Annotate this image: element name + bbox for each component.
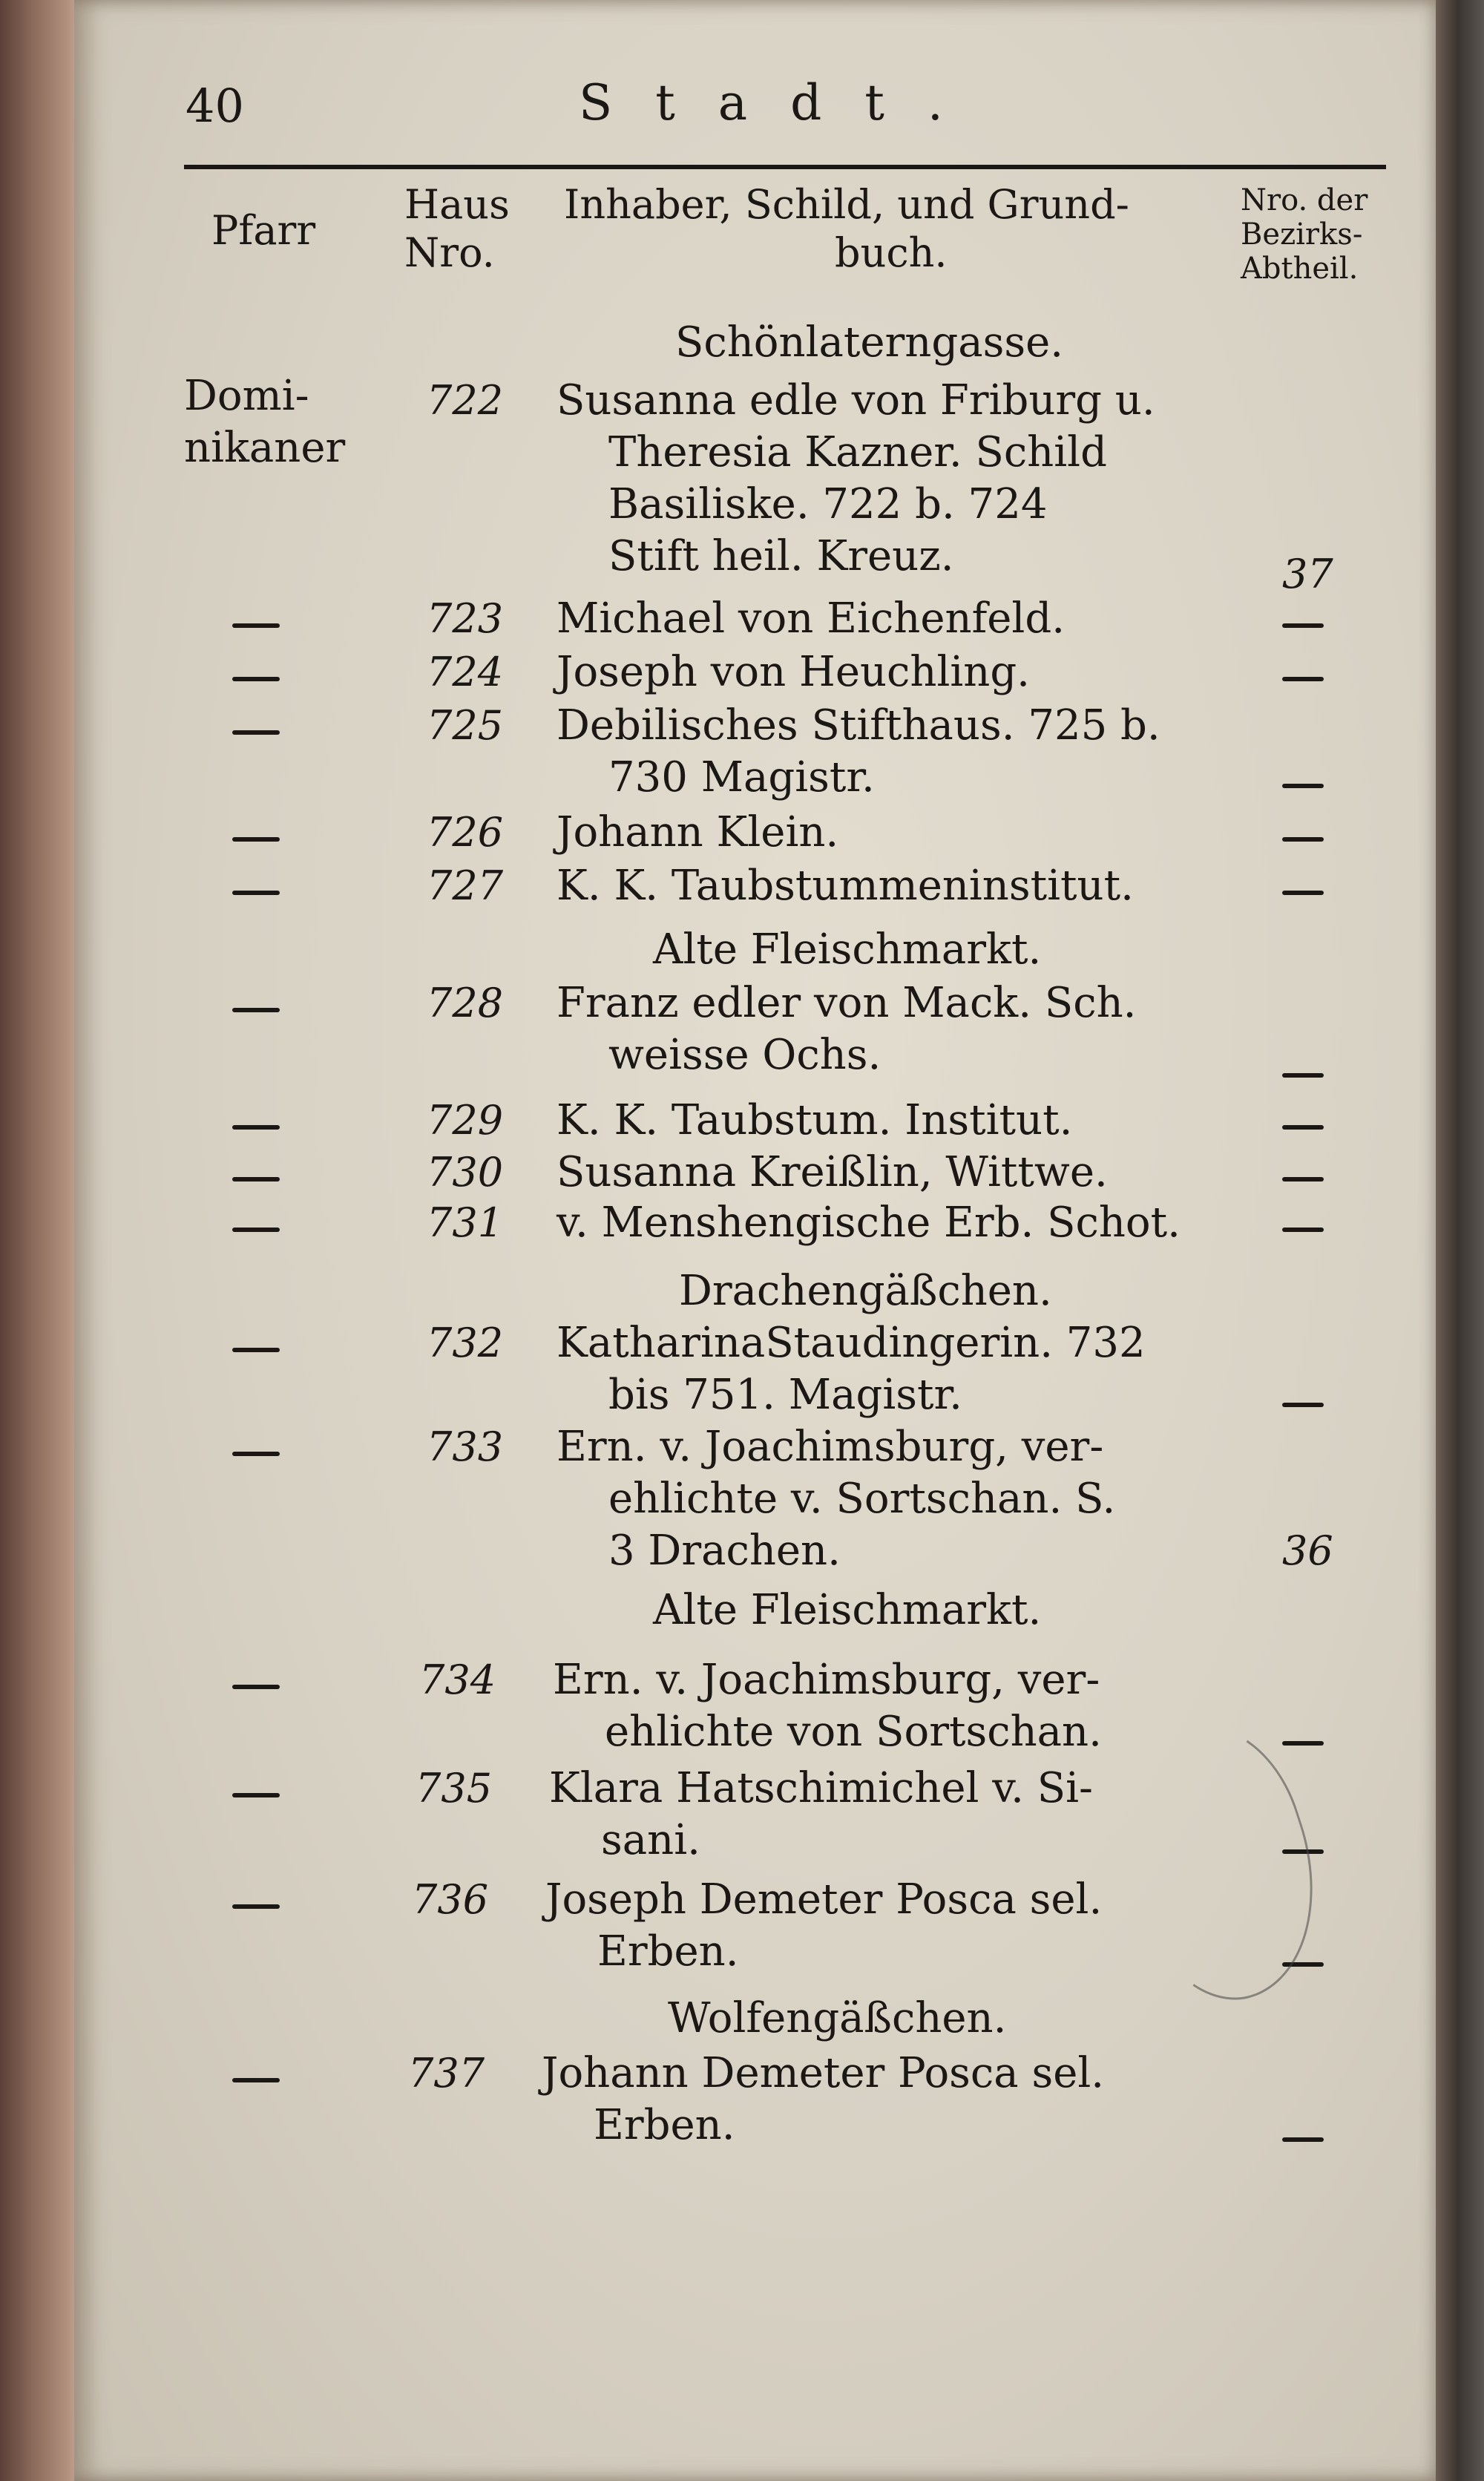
col-head-inhaber-1: Inhaber, Schild, und Grund-	[564, 181, 1129, 228]
col-head-haus-1: Haus	[404, 181, 510, 228]
ditto-dash	[232, 1793, 280, 1797]
section-heading: Schönlaterngasse.	[675, 318, 1064, 367]
entry-line: Franz edler von Mack. Sch.	[556, 979, 1137, 1027]
house-number: 730	[427, 1149, 504, 1196]
house-number: 728	[427, 980, 504, 1026]
entry-line: Susanna edle von Friburg u.	[556, 376, 1155, 425]
col-head-bezirk-3: Abtheil.	[1241, 252, 1359, 286]
house-number: 734	[419, 1656, 496, 1703]
entry-line: Johann Klein.	[556, 808, 839, 856]
entry-line: Erben.	[594, 2101, 735, 2149]
house-number: 725	[427, 702, 504, 749]
section-heading: Alte Fleischmarkt.	[653, 925, 1042, 974]
section-heading: Alte Fleischmarkt.	[653, 1586, 1042, 1634]
house-number: 736	[412, 1876, 489, 1923]
entry-line: v. Menshengische Erb. Schot.	[556, 1199, 1181, 1247]
ditto-dash	[1282, 1228, 1324, 1232]
ditto-dash	[1282, 1073, 1324, 1078]
entry-line: ehlichte v. Sortschan. S.	[608, 1475, 1116, 1523]
ditto-dash	[232, 1177, 280, 1181]
house-number: 723	[427, 595, 504, 642]
ditto-dash	[1282, 1125, 1324, 1130]
ditto-dash	[1282, 837, 1324, 842]
ditto-dash	[232, 1452, 280, 1456]
section-heading: Wolfengäßchen.	[668, 1994, 1007, 2042]
entry-line: Joseph von Heuchling.	[556, 648, 1030, 696]
house-number: 726	[427, 809, 504, 856]
ditto-dash	[232, 730, 280, 735]
ditto-dash	[1282, 1741, 1324, 1746]
ditto-dash	[232, 1685, 280, 1689]
entry-line: bis 751. Magistr.	[608, 1371, 962, 1419]
header-rule	[184, 165, 1386, 169]
ditto-dash	[1282, 623, 1324, 628]
entry-line: Theresia Kazner. Schild	[608, 428, 1107, 476]
ditto-dash	[1282, 1403, 1324, 1407]
ditto-dash	[1282, 891, 1324, 895]
ditto-dash	[232, 837, 280, 842]
house-number: 724	[427, 649, 504, 695]
entry-line: K. K. Taubstum. Institut.	[556, 1096, 1073, 1144]
entry-line: ehlichte von Sortschan.	[605, 1708, 1102, 1756]
bezirk-number: 36	[1282, 1527, 1333, 1574]
book-gutter-edge	[0, 0, 82, 2481]
house-number: 735	[416, 1765, 493, 1812]
entry-line: Susanna Kreißlin, Wittwe.	[556, 1148, 1108, 1196]
running-head: Stadt.	[579, 74, 986, 131]
house-number: 731	[427, 1199, 504, 1246]
entry-line: Michael von Eichenfeld.	[556, 594, 1065, 643]
ditto-dash	[232, 1228, 280, 1232]
entry-line: Basiliske. 722 b. 724	[608, 480, 1048, 528]
ditto-dash	[232, 891, 280, 895]
entry-line: Ern. v. Joachimsburg, ver-	[556, 1423, 1104, 1471]
entry-line: K. K. Taubstummeninstitut.	[556, 862, 1134, 910]
col-head-haus-2: Nro.	[404, 229, 495, 276]
bezirk-number: 37	[1282, 551, 1333, 597]
ditto-dash	[232, 1008, 280, 1012]
entry-line: Johann Demeter Posca sel.	[542, 2049, 1105, 2097]
entry-line: Joseph Demeter Posca sel.	[545, 1875, 1103, 1924]
house-number: 732	[427, 1320, 504, 1366]
entry-line: Debilisches Stifthaus. 725 b.	[556, 701, 1160, 750]
col-head-bezirk-2: Bezirks-	[1241, 217, 1363, 252]
ditto-dash	[232, 677, 280, 681]
entry-line: weisse Ochs.	[608, 1031, 881, 1079]
page-number: 40	[186, 79, 244, 133]
entry-line: Stift heil. Kreuz.	[608, 532, 954, 580]
ditto-dash	[1282, 2137, 1324, 2142]
entry-line: Erben.	[597, 1927, 739, 1976]
entry-line: Ern. v. Joachimsburg, ver-	[553, 1656, 1100, 1704]
entry-line: KatharinaStaudingerin. 732	[556, 1319, 1146, 1367]
ditto-dash	[232, 623, 280, 628]
col-head-pfarr: Pfarr	[211, 207, 316, 254]
entry-line: 3 Drachen.	[608, 1527, 841, 1575]
entry-line: 730 Magistr.	[608, 753, 875, 802]
ditto-dash	[1282, 677, 1324, 681]
col-head-bezirk-1: Nro. der	[1241, 183, 1368, 217]
entry-line: Klara Hatschimichel v. Si-	[549, 1764, 1093, 1812]
ditto-dash	[232, 1348, 280, 1352]
entry-line: sani.	[601, 1816, 700, 1864]
ditto-dash	[1282, 1177, 1324, 1181]
house-number: 722	[427, 377, 504, 424]
ditto-dash	[232, 1904, 280, 1909]
house-number: 727	[427, 862, 504, 909]
house-number: 729	[427, 1097, 504, 1144]
house-number: 737	[408, 2050, 485, 2097]
ditto-dash	[232, 2078, 280, 2082]
ditto-dash	[232, 1125, 280, 1130]
pfarr-dominikaner-2: nikaner	[184, 424, 346, 472]
book-right-edge	[1436, 0, 1484, 2481]
pfarr-dominikaner-1: Domi-	[184, 372, 309, 420]
ditto-dash	[1282, 784, 1324, 788]
house-number: 733	[427, 1423, 504, 1470]
col-head-inhaber-2: buch.	[835, 229, 948, 276]
section-heading: Drachengäßchen.	[679, 1267, 1052, 1315]
